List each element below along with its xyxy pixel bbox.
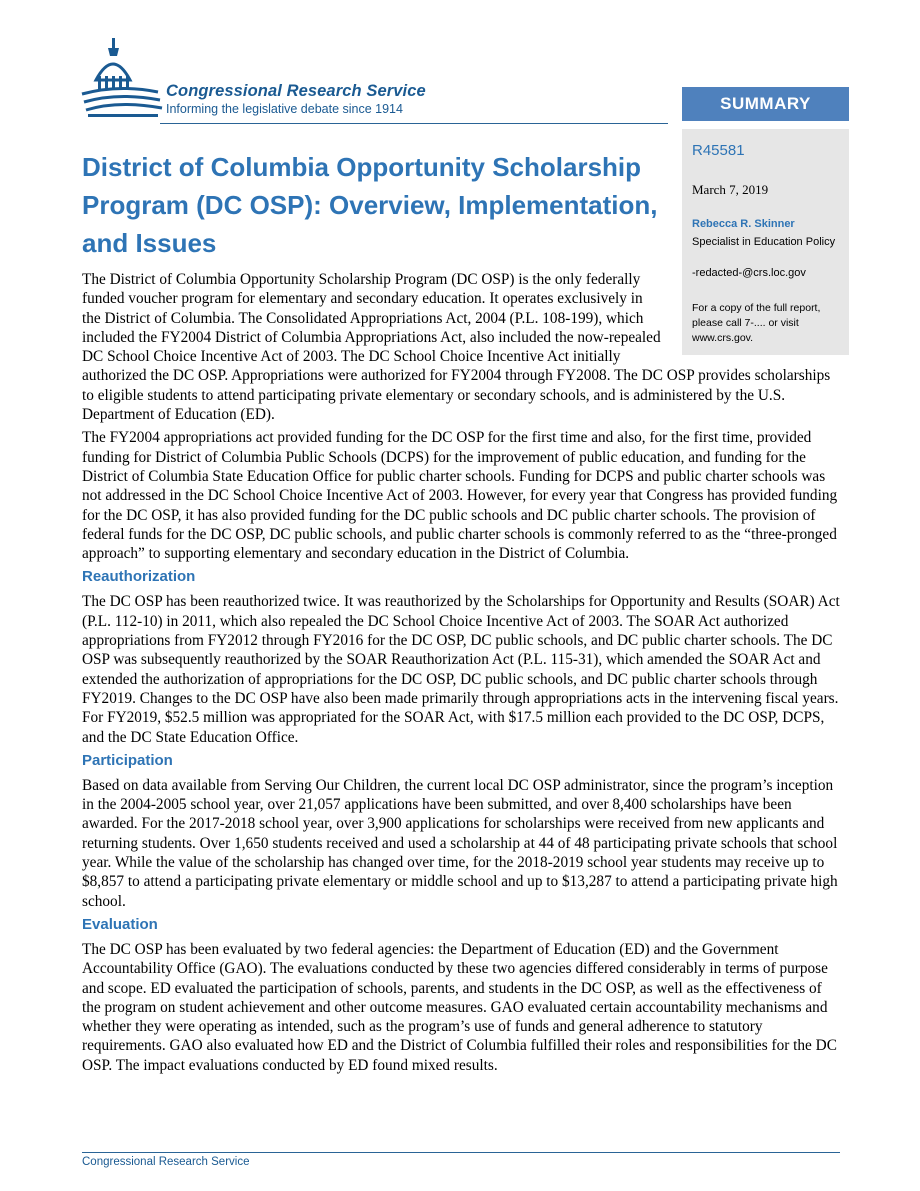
intro-paragraph: The District of Columbia Opportunity Scholarship Program (DC OSP) is the only federally funded voucher program for elementary and secondary education. It operates exclusively in the District of Columbia. The Consolidated Appropriations Act, 2004 (P.L. 108-199), which included the FY2004 District of Columbia Appropriations Act, also included the now-repealed DC School Choice Incentive Act of 2003. The DC School Choice Incentive Act initially authorized the DC OSP. Appropriations were authorized for FY2004 through FY2008. The DC OSP provides scholarships to eligible students to attend participating private elementary or secondary schools, and is administered by the U.S. Department of Education (ED).: [82, 271, 831, 424]
report-id: R45581: [692, 142, 745, 159]
header-divider: [160, 123, 668, 124]
section-heading-evaluation: Evaluation: [82, 915, 158, 933]
author-name: Rebecca R. Skinner: [692, 218, 795, 230]
org-tagline: Informing the legislative debate since 1914: [166, 102, 403, 116]
page-title: District of Columbia Opportunity Scholarship Program (DC OSP): Overview, Implementation, and Issues: [82, 152, 658, 258]
intro-paragraph: The FY2004 appropriations act provided funding for the DC OSP for the first time and also, for the first time, provided funding for District of Columbia Public Schools (DCPS) for the improvement of public education, and funding for the District of Columbia State Education Office for public charter schools. Funding for DCPS and public charter schools was not addressed in the DC School Choice Incentive Act of 2003. However, for every year that Congress has provided funding for the DC OSP, it has also provided funding for the DC public schools and DC public charter schools. The provision of federal funds for the DC OSP, DC public schools, and public charter schools is commonly referred to as the “three-pronged approach” to supporting elementary and secondary education in the District of Columbia.: [82, 429, 838, 563]
report-date: March 7, 2019: [692, 182, 769, 197]
copy-note: For a copy of the full report, please call 7-.... or visit www.crs.gov.: [692, 302, 821, 344]
section-text-reauthorization: The DC OSP has been reauthorized twice. It was reauthorized by the Scholarships for Opportunity and Results (SOAR) Act (P.L. 112-10) in 2011, which also repealed the DC School Choice Incentive Act of 2003. The SOAR Act authorized appropriations from FY2012 through FY2016 for the DC OSP, DC public schools, and DC public charter schools. The DC OSP was subsequently reauthorized by the SOAR Reauthorization Act (P.L. 115-31), which amended the SOAR Act and extended the authorization of appropriations for the DC OSP, DC public schools, and DC public charter schools through FY2019. Changes to the DC OSP have also been made primarily through appropriations acts in the intervening fiscal years. For FY2019, $52.5 million was appropriated for the SOAR Act, with $17.5 million each provided to the DC OSP, DCPS, and the DC State Education Office.: [82, 593, 840, 746]
document-body: [82, 270, 842, 1079]
summary-banner: SUMMARY: [682, 87, 849, 121]
footer-text: Congressional Research Service: [82, 1156, 250, 1168]
section-text-evaluation: The DC OSP has been evaluated by two federal agencies: the Department of Education (ED) and the Government Accountability Office (GAO). The evaluations conducted by these two agencies differed considerably in terms of purpose and scope. ED evaluated the participation of schools, parents, and students in the DC OSP, as well as the effectiveness of the program on student achievement and other outcome measures. GAO evaluated certain accountability mechanisms and whether they were operating as intended, such as the program’s use of funds and general adherence to statutory requirements. GAO also evaluated how ED and the District of Columbia fulfilled their roles and responsibilities for the DC OSP. The impact evaluations conducted by ED found mixed results.: [82, 940, 837, 1074]
author-email[interactable]: -redacted-@crs.loc.gov: [692, 267, 806, 279]
section-heading-participation: Participation: [82, 751, 173, 769]
footer-divider: [82, 1152, 840, 1153]
crs-logo: [78, 34, 478, 124]
section-heading-reauthorization: Reauthorization: [82, 568, 196, 586]
author-role: Specialist in Education Policy: [692, 236, 836, 248]
capitol-dome-icon: [78, 34, 168, 124]
section-text-participation: Based on data available from Serving Our Children, the current local DC OSP administrator, since the program’s inception in the 2004-2005 school year, over 21,057 applications have been submitted, and over 8,400 scholarships have been awarded. For the 2017-2018 school year, over 3,900 applications for scholarships were received from new applicants and returning students. Over 1,650 students received and used a scholarship at 44 of 48 participating private schools that school year. While the value of the scholarship has changed over time, for the 2018-2019 school year students may receive up to $8,857 to attend a participating private elementary or middle school and up to $13,287 to attend a participating private high school.: [82, 776, 838, 910]
org-name: Congressional Research Service: [166, 82, 426, 100]
